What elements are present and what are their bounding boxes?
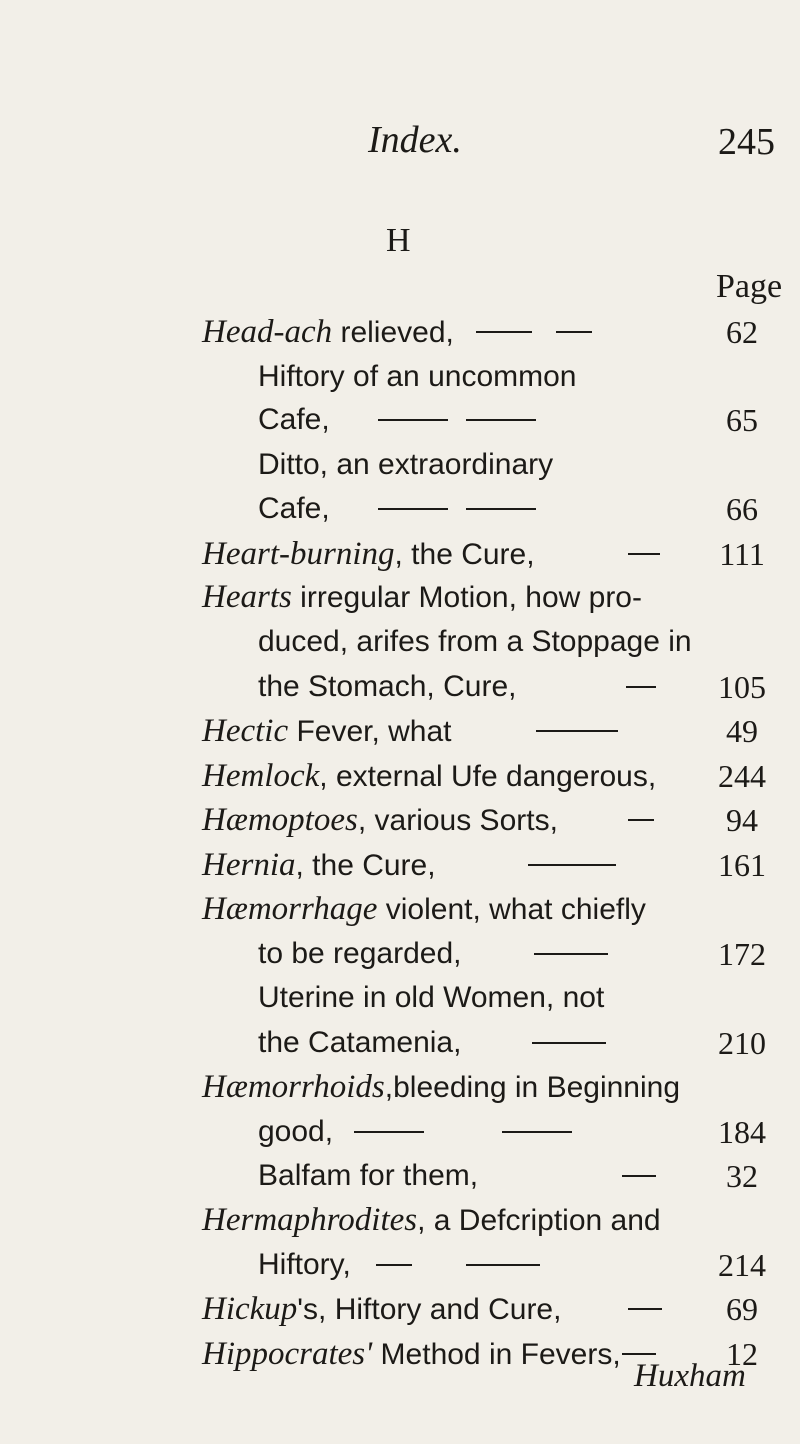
entry-text xyxy=(258,932,461,976)
entry-page-number: 172 xyxy=(718,936,766,972)
entry-description: Method in Fevers, xyxy=(372,1338,621,1371)
entry-description: Balfam for them, xyxy=(258,1159,479,1192)
entry-description: Hiftory, xyxy=(258,1248,351,1281)
entry-text xyxy=(202,754,656,799)
leader-dash xyxy=(476,331,532,333)
index-entry xyxy=(0,355,800,399)
index-entry xyxy=(0,1198,800,1242)
entry-description: Cafe, xyxy=(258,492,330,525)
entry-term: Hæmoptoes xyxy=(202,802,358,838)
entry-text xyxy=(202,532,535,577)
entry-text xyxy=(258,1021,461,1065)
page-number: 245 xyxy=(718,121,775,163)
index-entry xyxy=(0,887,800,931)
leader-dash xyxy=(626,686,656,688)
leader-dash xyxy=(628,1308,662,1310)
entry-description: , various Sorts, xyxy=(357,804,558,837)
entry-text xyxy=(202,887,646,932)
index-entry xyxy=(0,843,800,887)
entry-term: Hemlock xyxy=(202,758,320,794)
entry-page-number: 66 xyxy=(726,491,758,527)
entry-description: , the Cure, xyxy=(394,538,535,571)
entry-description: Cafe, xyxy=(258,403,330,436)
entry-text xyxy=(202,310,454,355)
leader-dash xyxy=(532,1042,606,1044)
leader-dash xyxy=(536,730,618,732)
index-entry xyxy=(0,709,800,753)
entry-page-number: 94 xyxy=(726,802,758,838)
entry-page-number: 65 xyxy=(726,402,758,438)
entry-term: Hickup xyxy=(202,1291,298,1327)
leader-dash xyxy=(502,1131,572,1133)
entry-description: Ditto, an extraordinary xyxy=(258,448,554,481)
entry-description: the Stomach, Cure, xyxy=(258,670,517,703)
entry-description: to be regarded, xyxy=(258,937,462,970)
index-entry xyxy=(0,532,800,576)
entry-description: , the Cure, xyxy=(295,849,436,882)
index-entry xyxy=(0,754,800,798)
entry-text xyxy=(202,575,642,620)
entry-text xyxy=(258,1154,478,1198)
leader-dash xyxy=(378,419,448,421)
entry-description: violent, what chiefly xyxy=(377,893,646,926)
index-entry xyxy=(0,798,800,842)
entry-text xyxy=(258,443,553,487)
index-entry xyxy=(0,620,800,664)
entry-text xyxy=(202,798,558,843)
entry-term: Hermaphrodites xyxy=(202,1202,418,1238)
leader-dash xyxy=(628,819,654,821)
leader-dash xyxy=(622,1353,656,1355)
entry-text xyxy=(202,1065,680,1110)
leader-dash xyxy=(622,1175,656,1177)
index-entry xyxy=(0,487,800,531)
entry-page-number: 214 xyxy=(718,1247,766,1283)
index-entry xyxy=(0,1154,800,1198)
running-title: Index. xyxy=(368,119,462,161)
index-entry xyxy=(0,1021,800,1065)
entry-term: Head-ach xyxy=(202,314,333,350)
catchword: Huxham xyxy=(634,1358,746,1394)
index-entry xyxy=(0,976,800,1020)
index-entry xyxy=(0,932,800,976)
entry-term: Hæmorrhoids xyxy=(202,1069,385,1105)
entry-page-number: 105 xyxy=(718,669,766,705)
leader-dash xyxy=(354,1131,424,1133)
entry-page-number: 32 xyxy=(726,1158,758,1194)
entry-text xyxy=(258,976,604,1020)
entry-page-number: 12 xyxy=(726,1336,758,1372)
entry-description: Uterine in old Women, not xyxy=(258,981,605,1014)
index-entry xyxy=(0,665,800,709)
entry-term: Hæmorrhage xyxy=(202,891,378,927)
entry-term: Hernia xyxy=(202,847,296,883)
index-entry xyxy=(0,310,800,354)
entry-text xyxy=(258,487,330,531)
entry-description: Hiftory of an uncommon xyxy=(258,360,577,393)
entry-description: the Catamenia, xyxy=(258,1026,462,1059)
entry-page-number: 210 xyxy=(718,1025,766,1061)
leader-dash xyxy=(556,331,592,333)
entry-term: Hectic xyxy=(202,713,289,749)
entry-text xyxy=(202,1332,621,1377)
entry-term: Heart-burning xyxy=(202,536,395,572)
leader-dash xyxy=(534,953,608,955)
entry-description: ,bleeding in Beginning xyxy=(384,1071,681,1104)
entry-text xyxy=(202,1198,661,1243)
entry-text xyxy=(258,398,330,442)
entry-description: duced, arifes from a Stoppage in xyxy=(258,625,692,658)
entry-page-number: 244 xyxy=(718,758,766,794)
leader-dash xyxy=(376,1264,412,1266)
entry-text xyxy=(258,665,516,709)
entry-text xyxy=(258,620,692,664)
entry-description: , external Ufe dangerous, xyxy=(319,760,657,793)
running-head xyxy=(0,118,800,168)
entry-page-number: 69 xyxy=(726,1291,758,1327)
entry-page-number: 161 xyxy=(718,847,766,883)
index-entry xyxy=(0,1110,800,1154)
entry-text xyxy=(258,355,576,399)
entry-description: good, xyxy=(258,1115,334,1148)
page-column-heading: Page xyxy=(716,268,783,305)
entry-description: Fever, what xyxy=(288,715,452,748)
entry-page-number: 49 xyxy=(726,713,758,749)
index-entry xyxy=(0,1243,800,1287)
leader-dash xyxy=(466,419,536,421)
index-entry xyxy=(0,575,800,619)
entry-text xyxy=(202,1287,561,1332)
index-entry xyxy=(0,443,800,487)
index-entry xyxy=(0,1065,800,1109)
index-entry xyxy=(0,1287,800,1331)
entry-page-number: 62 xyxy=(726,314,758,350)
entry-description: relieved, xyxy=(332,316,454,349)
index-entry xyxy=(0,398,800,442)
entry-description: , a Defcription and xyxy=(417,1204,661,1237)
entry-text xyxy=(202,843,436,888)
section-letter: H xyxy=(386,222,411,259)
entry-page-number: 184 xyxy=(718,1114,766,1150)
entry-term: Hearts xyxy=(202,579,292,615)
entry-term: Hippocrates' xyxy=(202,1336,373,1372)
leader-dash xyxy=(628,553,660,555)
leader-dash xyxy=(528,864,616,866)
entry-page-number: 111 xyxy=(719,536,765,572)
leader-dash xyxy=(378,508,448,510)
entry-text xyxy=(258,1110,333,1154)
leader-dash xyxy=(466,508,536,510)
entry-text xyxy=(202,709,452,754)
entry-description: 's, Hiftory and Cure, xyxy=(297,1293,562,1326)
entry-description: irregular Motion, how pro- xyxy=(291,581,642,614)
entry-text xyxy=(258,1243,351,1287)
leader-dash xyxy=(466,1264,540,1266)
